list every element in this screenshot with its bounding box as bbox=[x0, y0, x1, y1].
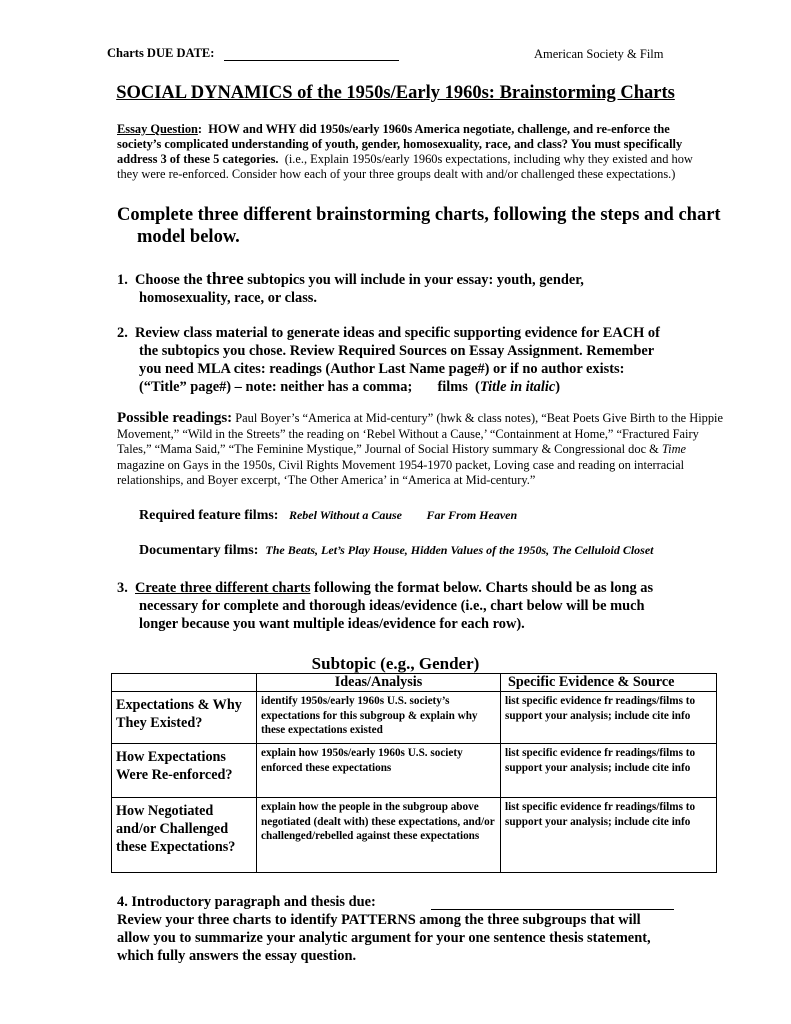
required-film-2: Far From Heaven bbox=[426, 508, 518, 522]
step-3-rest: following the format below. Charts should be as long as bbox=[314, 580, 654, 596]
step-1-emphasis: three bbox=[206, 269, 244, 288]
chart-ideas-cell: explain how the people in the subgroup above negotiated (dealt with) these expectations, and/or challenged/rebelled against these expectations bbox=[257, 798, 501, 873]
thesis-due-blank bbox=[431, 909, 674, 910]
step-1-post: subtopics you will include in your essay: youth, gender, bbox=[247, 272, 584, 288]
chart-row-header: How Expectations Were Re-enforced? bbox=[112, 744, 257, 798]
due-date-blank bbox=[224, 60, 399, 61]
model-chart bbox=[111, 673, 717, 873]
instruction-line-1: Complete three different brainstorming charts, following the steps and chart bbox=[117, 205, 721, 225]
possible-readings-text-1: Paul Boyer’s “America at Mid-century” (hwk & class notes), “Beat Poets Give Birth to the Hippie Movement,” “Wild in the Streets” the reading on ‘Rebel Without a Cause,’ “Containment at Home,” “Fractured Fairy Tales,” “Mama Said,” “The Feminine Mystique,” Journal of Social History summary & Congressional doc & bbox=[117, 411, 723, 456]
chart-row bbox=[112, 744, 717, 798]
documentary-films bbox=[139, 543, 653, 559]
step-4-line-2: Review your three charts to identify PATTERNS among the three subgroups that will bbox=[117, 912, 641, 928]
documentary-films-list: The Beats, Let’s Play House, Hidden Values of the 1950s, The Celluloid Closet bbox=[265, 543, 654, 557]
chart-evidence-cell: list specific evidence fr readings/films to support your analysis; include cite info bbox=[501, 692, 717, 744]
step-2-line-1: Review class material to generate ideas and specific supporting evidence for EACH of bbox=[135, 325, 660, 341]
chart-subtitle: Subtopic (e.g., Gender) bbox=[311, 654, 480, 673]
course-name: American Society & Film bbox=[534, 47, 664, 61]
possible-readings bbox=[117, 411, 723, 489]
essay-question-label: Essay Question bbox=[117, 122, 198, 136]
step-3 bbox=[117, 579, 727, 633]
chart-row-header: Expectations & Why They Existed? bbox=[112, 692, 257, 744]
chart-row-header: How Negotiated and/or Challenged these Expectations? bbox=[112, 798, 257, 873]
chart-evidence-cell: list specific evidence fr readings/films to support your analysis; include cite info bbox=[501, 744, 717, 798]
step-1 bbox=[117, 270, 727, 307]
step-2-line-2: the subtopics you chose. Review Required Sources on Essay Assignment. Remember bbox=[139, 343, 655, 359]
step-1-number: 1. bbox=[117, 272, 128, 288]
chart-row bbox=[112, 692, 717, 744]
required-films bbox=[139, 508, 517, 524]
page-title: SOCIAL DYNAMICS of the 1950s/Early 1960s: Brainstorming Charts bbox=[116, 83, 675, 103]
step-1-pre: Choose the bbox=[135, 272, 203, 288]
step-2-line-3: you need MLA cites: readings (Author Last Name page#) or if no author exists: bbox=[139, 361, 625, 377]
instruction-heading bbox=[117, 205, 727, 248]
chart-column-ideas: Ideas/Analysis bbox=[257, 674, 501, 692]
step-2-number: 2. bbox=[117, 325, 128, 341]
possible-readings-time: Time bbox=[661, 442, 687, 456]
instruction-line-2: model below. bbox=[137, 226, 240, 247]
essay-question-explanation: (i.e., Explain 1950s/early 1960s expectations, including why they existed and how they were re-enforced. Consider how each of your three groups dealt with and/or challenged these expectations.) bbox=[117, 152, 693, 181]
chart-evidence-cell: list specific evidence fr readings/films to support your analysis; include cite info bbox=[501, 798, 717, 873]
possible-readings-label: Possible readings: bbox=[117, 410, 233, 426]
step-3-number: 3. bbox=[117, 580, 128, 596]
step-2: 2. Review class material to generate ideas and specific supporting evidence for EACH of the subtopics you chose. Review Required Sources on Essay Assignment. Remember you need MLA cites: readings (Author Last Name page#) or if no author exists: (“Title” page#) – note: neither has a comma; films (Title in italic) bbox=[117, 324, 727, 396]
possible-readings-text-2: magazine on Gays in the 1950s, Civil Rights Movement 1954-1970 packet, Loving case and reading on interracial relationships, and Boyer excerpt, ‘The Other America’ in “America at Mid-century.” bbox=[117, 457, 685, 487]
step-3-line-3: longer because you want multiple ideas/evidence for each row). bbox=[139, 616, 525, 632]
chart-corner-cell bbox=[112, 674, 257, 692]
step-4-line-3: allow you to summarize your analytic argument for your one sentence thesis statement, bbox=[117, 930, 651, 946]
chart-ideas-cell: identify 1950s/early 1960s U.S. society’s expectations for this subgroup & explain why these expectations existed bbox=[257, 692, 501, 744]
step-4 bbox=[117, 893, 727, 965]
step-2-line-4-c: Title in italic bbox=[479, 379, 556, 395]
chart-ideas-cell: explain how 1950s/early 1960s U.S. society enforced these expectations bbox=[257, 744, 501, 798]
required-films-label: Required feature films: bbox=[139, 508, 279, 523]
essay-question: Essay Question: HOW and WHY did 1950s/early 1960s America negotiate, challenge, and re-enforce the society’s complicated understanding of youth, gender, homosexuality, race, and class? You must specifically address 3 of these 5 categories. (i.e., Explain 1950s/early 1960s expectations, including why they existed and how they were re-enforced. Consider how each of your three groups dealt with and/or challenged these expectations.) bbox=[117, 122, 693, 181]
chart-row bbox=[112, 798, 717, 873]
documentary-films-label: Documentary films: bbox=[139, 543, 259, 558]
chart-column-evidence: Specific Evidence & Source bbox=[501, 674, 717, 692]
essay-question-text: HOW and WHY did 1950s/early 1960s America negotiate, challenge, and re-enforce the society’s complicated understanding of youth, gender, homosexuality, race, and class? You must specifically address 3 of these 5 categories. bbox=[117, 122, 683, 166]
step-3-underlined: Create three different charts bbox=[135, 580, 311, 596]
step-4-line-4: which fully answers the essay question. bbox=[117, 948, 357, 964]
step-4-line-1: 4. Introductory paragraph and thesis due: bbox=[117, 894, 376, 910]
step-2-line-4-a: (“Title” page#) – note: neither has a comma; bbox=[139, 379, 413, 395]
step-2-line-4-b: films bbox=[437, 379, 468, 395]
step-3-line-2: necessary for complete and thorough ideas/evidence (i.e., chart below will be much bbox=[139, 598, 645, 614]
chart-header-row bbox=[112, 674, 717, 692]
required-film-1: Rebel Without a Cause bbox=[288, 508, 402, 522]
due-date-label: Charts DUE DATE: bbox=[107, 46, 215, 60]
step-1-line-2: homosexuality, race, or class. bbox=[139, 290, 317, 306]
